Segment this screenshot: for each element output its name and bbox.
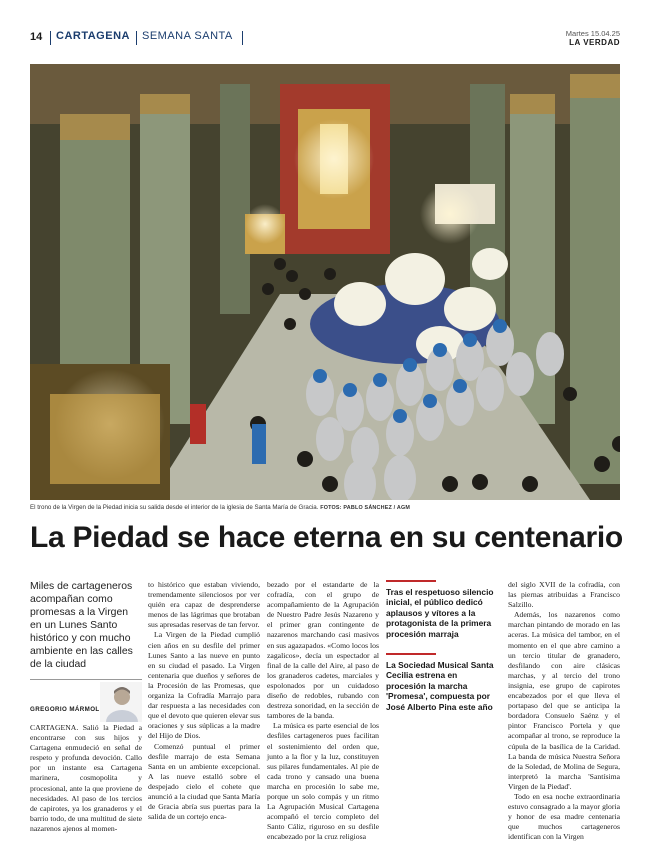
author-photo [100,682,142,722]
paragraph: to histórico que estaban viviendo, tremendamente silenciosos por ver quién era capaz de desprenderse menos de las lágrimas que brotaban sus apresadas reservas de tan fervor. [148,580,260,630]
paragraph: La Virgen de la Piedad cumplió cien años en su desfile del primer Lunes Santo a las nueve en punto en su ciudad el pasado. La Virgen centenaria que dueños y señores de la Procesión de las Promesas, que organiza la Cofradía Marrajo para dar respuesta a las necesidades con que el devoto que quieren elevar sus oraciones y sus súplicas a la madre del Hijo de Dios. [148,630,260,741]
section-label: CARTAGENA [56,30,130,42]
author-byline: GREGORIO MÁRMOL [30,706,100,713]
masthead: LA VERDAD [569,38,620,47]
header-divider [136,31,137,45]
pullquote-2 [386,653,498,712]
pullquote-rule [386,653,436,655]
headline: La Piedad se hace eterna en su centenario [30,521,623,554]
pullquote-text: La Sociedad Musical Santa Cecilia estrena en procesión la marcha 'Promesa', compuesta por José Alberto Pina este año [386,660,494,712]
paragraph: bezado por el estandarte de la cofradía, con el grupo de acompañamiento de la Agrupación de Nuestro Padre Jesús Nazareno y el primer gran contingente de nazarenos marchando casi masivos en sus agazapados. «Como locos los zagalicos», decía un espectador al final de la calle del Aire, al paso de los granaderos cadetes, marciales y espolonados por un cuidadoso diseño de redobles, rubando con destreza sonoridad, en la sección de tambores de la banda. [267,580,379,721]
article-column-3 [267,580,379,842]
byline-divider [30,679,142,680]
pullquote-text: Tras el respetuoso silencio inicial, el público dedicó aplausos y vítores a la protagonista de la primera procesión marraja [386,587,494,639]
article-column-2 [148,580,260,822]
caption-text: El trono de la Virgen de la Piedad inicia su salida desde el interior de la iglesia de Santa María de Gracia. [30,504,319,511]
header-divider [50,31,51,45]
header-divider [242,31,243,45]
photo-credit: FOTOS: PABLO SÁNCHEZ / AGM [320,505,411,511]
lede: Miles de cartageneros acompañan como promesas a la Virgen en un Lunes Santo histórico y con mucho ambiente en las calles de la ciudad [30,581,133,670]
article-column-1 [30,723,142,834]
issue-date: Martes 15.04.25 [565,29,620,38]
page-header [30,30,620,50]
main-photo [30,64,620,500]
procession-illustration [30,64,620,500]
subsection-label: SEMANA SANTA [142,30,233,42]
paragraph: La música es parte esencial de los desfiles cartageneros pues facilitan el sostenimiento del orden que, junto a la flor y la luz, constituyen sus pilares fundamentales. Al pie de cada trono y cansado una buena marcha en procesión lo sabe me, porque un solo compás y un ritmo La Agrupación Musical Cartagena acompañó el tercio completo del Santo Cáliz, riguroso en su desfile encabezado por la cruz religiosa [267,721,379,842]
pullquote-1 [386,580,498,639]
author-portrait [100,682,142,722]
article-column-4 [508,580,620,842]
paragraph: Todo en esa noche extraordinaria estuvo consagrado a la mayor gloria y honor de esa madre centenaria que muchos cartageneros identifican con la Virgen [508,791,620,842]
photo-caption [30,504,620,511]
paragraph: Además, los nazarenos como marchan pintando de morado en las aceras. La música del tambor, en el momento en el que abre camino a un tercio titular de granadero, desfilando con aire clásicas marchas, y al tercio del trono insignia, ese grupo de capirotes encabezados por el que lleva el portapaso del que se anticipa la bordadora Consuelo Saénz y el pintor Francisco Portela y que acompañar al trono, se reproduce la cúpula de la basílica de la Caridad. La banda de música Nuestra Señora de la Soledad, de Molina de Segura, interpretó la marcha 'Santísima Virgen de la Piedad'. [508,610,620,791]
paragraph: del siglo XVII de la cofradía, con las piernas atribuidas a Francisco Salzillo. [508,580,620,610]
page-number: 14 [30,31,43,43]
paragraph: Comenzó puntual el primer desfile marrajo de esta Semana Santa en un ambiente excepcional. A las nueve estalló sobre el despejado cielo el cohete que anunció a la ciudad que Santa María de Gracia abría sus puertas para la salida de un cortejo enca- [148,741,260,822]
pullquote-rule [386,580,436,582]
paragraph: CARTAGENA. Salió la Piedad a encontrarse con sus hijos y Cartagena enmudeció en señal de respeto y profunda devoción. Callo por un instante esa Cartagena marinera, cosmopolita y procesional, ante la que proviene de necesidades. Al paso de los tercios de capirotes, ya los granaderos y el barrio todo, de una multitud de siete nazarenos ajenos al momen- [30,723,142,833]
